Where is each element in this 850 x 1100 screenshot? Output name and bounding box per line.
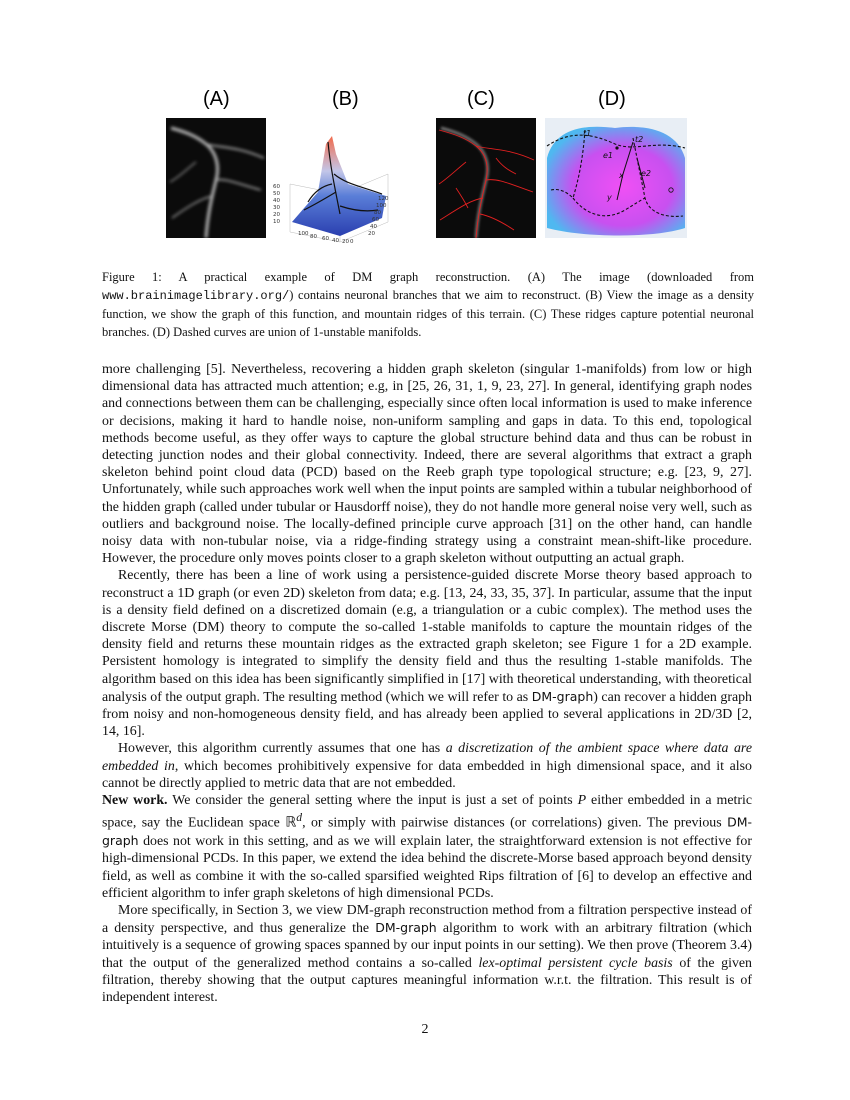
panel-b-tick-right-1: 100 [376, 203, 387, 209]
caption-url-link[interactable]: www.brainimagelibrary.org/ [102, 289, 290, 303]
panel-a-neuron-image [166, 118, 266, 238]
paragraph-4-text-b: either embedded in a metric space, say the Euclidean space [102, 793, 753, 831]
panel-d-label-t1: t1 [583, 129, 592, 138]
paragraph-5 [102, 902, 752, 1006]
panel-label-d: (D) [598, 88, 626, 110]
paragraph-4-text-c: , or simply with pairwise distances (or correlations) given. The previous [302, 815, 728, 831]
paragraph-4-text-d: does not work in this setting, and as we will explain later, the straightforward extension is not effective for high-dimensional PCDs. In this paper, we extend the idea behind the discrete-Morse based approach beyond density field, as well as combine it with the so-called sparsified weighted Rips filtration of [6] to develop an effective and efficient algorithm to infer graph skeletons of high dimensional PCDs. [102, 834, 752, 901]
caption-text-1: Figure 1: A practical example of DM graph reconstruction. (A) The image (downloaded from [102, 270, 754, 284]
panel-d-label-t2: t2 [635, 135, 644, 144]
paragraph-3-text-b: , which becomes prohibitively expensive for data embedded in high dimensional space, and it also cannot be directly applied to metric data that are not embedded. [102, 758, 753, 791]
paragraph-2-text-a: Recently, there has been a line of work using a persistence-guided discrete Morse theory based approach to reconstruct a 1D graph (or even 2D) skeleton from data; e.g. [13, 24, 33, 35, 37]. In particular, assume that the input is a density field defined on a discretized domain (e.g, a triangulation or a cubic complex). The method uses the discrete Morse (DM) theory to compute the so-called 1-stable manifolds to capture the mountain ridges of the density field and returns these mountain ridges as the extracted graph skeleton; see Figure 1 for a 2D example. Persistent homology is integrated to simplify the density field and thus the resulting 1-stable manifolds. The algorithm based on this idea has been significantly simplified in [17] with theoretical understanding, with theoretical analysis of the output graph. The resulting method (which we will refer to as [102, 568, 752, 705]
panel-d-morse-diagram [545, 118, 687, 238]
symbol-reals: ℝ [285, 815, 297, 831]
panel-b-tick-left-5: 10 [273, 219, 280, 225]
panel-b-tick-left-4: 20 [273, 212, 280, 218]
dm-graph-term-3: DM-graph [375, 920, 437, 936]
panel-label-a: (A) [203, 88, 230, 110]
figure-caption [102, 268, 754, 341]
dm-graph-term-2: DM-graph [102, 814, 752, 849]
panel-b-tick-left-2: 40 [273, 198, 280, 204]
body-text [102, 361, 752, 1006]
panel-d-label-e1: e1 [603, 151, 614, 160]
panel-b-tick-left-3: 30 [273, 205, 280, 211]
panel-d-label-e2: e2 [641, 169, 652, 178]
symbol-p: P [577, 793, 587, 809]
panel-b-tick-left-1: 50 [273, 191, 280, 197]
panel-label-c: (C) [467, 88, 495, 110]
panel-b-tick-bottom-4: 20 [342, 239, 349, 244]
panel-label-b: (B) [332, 88, 359, 110]
page-number: 2 [421, 1022, 429, 1037]
dm-graph-term: DM-graph [531, 688, 594, 704]
panel-b-tick-bottom-0: 100 [298, 231, 309, 237]
panel-c-ridges-image [436, 118, 536, 238]
panel-b-tick-bottom-1: 80 [310, 234, 317, 240]
paragraph-5-italic: lex-optimal persistent cycle basis [478, 955, 673, 971]
panel-b-tick-bottom-3: 40 [332, 238, 339, 244]
new-work-heading: New work. [102, 793, 168, 809]
paragraph-3-text-a: However, this algorithm currently assumes that one has [118, 741, 446, 757]
panel-b-tick-right-3: 60 [372, 217, 379, 223]
panel-b-tick-left-0: 60 [273, 184, 280, 190]
panel-b-tick-bottom-5: 0 [350, 239, 354, 244]
paragraph-3 [102, 740, 752, 792]
panel-d-saddle-point [615, 146, 618, 149]
paragraph-5-text-b: algorithm to work with an arbitrary filtration (which intuitively is a sequence of growing spaces spanned by our input points in our setting). We then prove (Theorem 3.4) that the output of the generalized method contains a so-called [102, 921, 752, 971]
paragraph-3-italic: a discretization of the ambient space where data are embedded in [102, 741, 752, 774]
panel-b-tick-right-4: 40 [370, 224, 377, 230]
panel-d-surface [547, 127, 685, 236]
panel-d-label-y: y [607, 193, 612, 202]
paragraph-5-text-a: More specifically, in Section 3, we view DM-graph reconstruction method from a filtration perspective instead of a density perspective, and thus generalize the [102, 902, 752, 937]
paragraph-4-text-a: We consider the general setting where the input is just a set of points [167, 793, 578, 809]
panel-b-tick-right-0: 120 [378, 196, 389, 202]
paragraph-new-work [102, 792, 752, 902]
paragraph-2 [102, 567, 752, 740]
paragraph-1: more challenging [5]. Nevertheless, recovering a hidden graph skeleton (singular 1-manifolds) from low or high dimensional data has attracted much attention; e.g, in [25, 26, 31, 1, 9, 23, 27]. In general, identifying graph nodes and connections between them can be challenging, especially since often local information is used to make inference or decisions, making it hard to handle noise, non-uniform sampling and gaps in data. To this end, topological methods become useful, as they offer ways to capture the global structure behind data and thus can be robust in detecting junction nodes and their global connectivity. Indeed, there are several algorithms that extract a graph skeleton behind point cloud data (PCD) based on the Reeb graph type topological structure; e.g. [23, 9, 27]. Unfortunately, while such approaches work well when the input points are sampled within a tubular neighborhood of the hidden graph (called under tubular or Hausdorff noise), they do not handle more general noise very well, such as outliers and background noise. The locally-defined principle curve approach [31] on the other hand, can handle noisy data with non-tubular noise, via a ridge-finding strategy using a constraint mean-shift-like procedure. However, the procedure only moves points closer to a graph skeleton without outputting an actual graph. [102, 362, 752, 567]
paragraph-2-text-b: ) can recover a hidden graph from noisy and non-homogeneous density field, and has already been applied to several applications in 2D/3D [2, 14, 16]. [102, 689, 752, 740]
panel-b-tick-right-5: 20 [368, 231, 375, 237]
panel-b-tick-right-2: 80 [374, 210, 381, 216]
paragraph-5-text-c: of the given filtration, thereby showing that the output captures meaningful information w.r.t. the filtration. This result is of independent interest. [102, 955, 753, 1005]
panel-d-label-x: x [619, 171, 624, 180]
caption-text-2: ) contains neuronal branches that we aim to reconstruct. (B) View the image as a density function, we show the graph of this function, and mountain ridges of this terrain. (C) These ridges capture potential neuronal branches. (D) Dashed curves are union of 1-unstable manifolds. [102, 288, 754, 339]
panel-b-tick-bottom-2: 60 [322, 236, 329, 242]
panel-b-terrain-plot [270, 114, 400, 244]
symbol-d: d [296, 811, 303, 825]
